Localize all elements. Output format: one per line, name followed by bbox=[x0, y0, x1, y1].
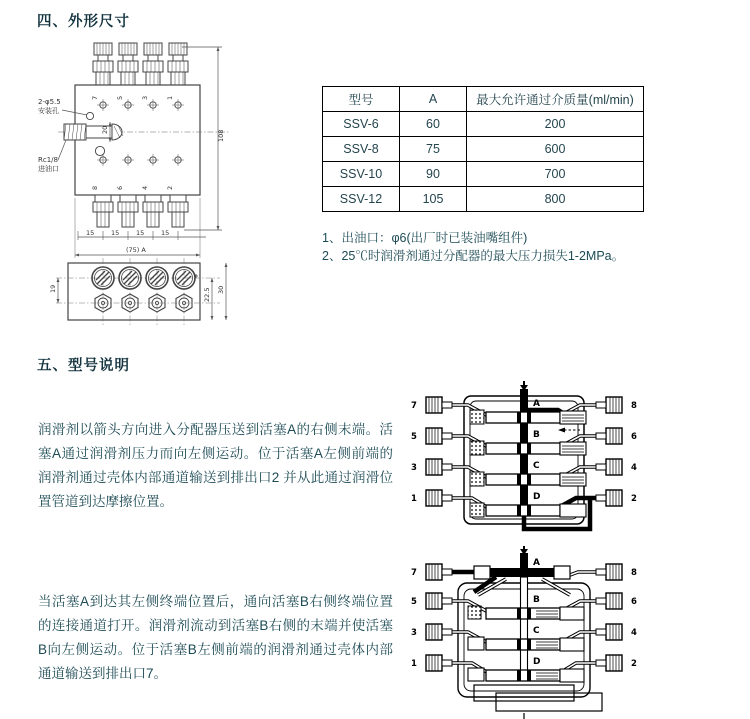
port-number: 8 bbox=[631, 401, 637, 411]
distributor-block-outline bbox=[75, 85, 200, 195]
table-row bbox=[323, 112, 644, 137]
col-header-model: 型号 bbox=[323, 87, 400, 112]
port-number: 4 bbox=[631, 628, 637, 638]
cell-model: SSV-8 bbox=[323, 137, 400, 162]
port-label: 2 bbox=[166, 185, 174, 190]
stage-letter: D bbox=[533, 657, 541, 667]
dim-15: 15 bbox=[161, 229, 170, 237]
dimension-drawing bbox=[34, 38, 246, 334]
stage-letter: C bbox=[533, 626, 540, 636]
stage-assembly bbox=[468, 668, 584, 682]
table-row bbox=[323, 187, 644, 212]
port-label: 1 bbox=[166, 95, 174, 100]
note-pressure-loss: 2、25℃时润滑剂通过分配器的最大压力损失1-2MPa。 bbox=[322, 249, 625, 263]
dim-15: 15 bbox=[136, 229, 145, 237]
port-number: 3 bbox=[411, 463, 417, 473]
cell-model: SSV-6 bbox=[323, 112, 400, 137]
table-row bbox=[323, 162, 644, 187]
port-number: 3 bbox=[411, 628, 417, 638]
port-label: 5 bbox=[116, 95, 124, 100]
col-header-a: A bbox=[400, 87, 467, 112]
stage-letter: B bbox=[533, 595, 540, 605]
stage-letter: A bbox=[533, 558, 540, 568]
port-number: 6 bbox=[631, 432, 637, 442]
port-number: 8 bbox=[631, 568, 637, 578]
stage-assembly bbox=[470, 503, 586, 517]
dim-108: 108 bbox=[217, 129, 225, 142]
dim-15: 15 bbox=[86, 229, 95, 237]
stage-assembly bbox=[470, 410, 586, 424]
port-number: 7 bbox=[411, 401, 417, 411]
cell-a: 75 bbox=[400, 137, 467, 162]
section5-heading: 五、型号说明 bbox=[37, 358, 130, 374]
dim-75A: (75) A bbox=[126, 246, 146, 254]
inlet-label: 进油口 bbox=[38, 165, 59, 173]
mounting-hole-dim-label: 2-φ5.5 bbox=[38, 98, 61, 106]
operation-paragraph-1: 润滑剂以箭头方向进入分配器压送到活塞A的右侧末端。活塞A通过润滑剂压力而向左侧运动。位于活塞A左侧前端的润滑剂通过壳体内部通道输送到排出口2 并从此通过润滑位置管道到达摩擦位置。 bbox=[38, 422, 393, 509]
cell-flow: 200 bbox=[467, 112, 644, 137]
cell-a: 105 bbox=[400, 187, 467, 212]
stage-letter: D bbox=[533, 492, 541, 502]
stage-assembly bbox=[470, 441, 586, 455]
port-number: 7 bbox=[411, 568, 417, 578]
stage-assembly bbox=[468, 606, 584, 620]
spec-table bbox=[322, 86, 644, 212]
port-label: 8 bbox=[91, 185, 99, 190]
port-number: 6 bbox=[631, 597, 637, 607]
notes bbox=[322, 229, 624, 265]
table-header-row bbox=[323, 87, 644, 112]
stage-letter: A bbox=[533, 399, 540, 409]
dim-15: 15 bbox=[111, 229, 120, 237]
port-number: 5 bbox=[411, 597, 417, 607]
distributor-schematic-2 bbox=[406, 545, 642, 719]
stage-letter: C bbox=[533, 461, 540, 471]
note-outlet: 1、出油口：φ6(出厂时已装油嘴组件) bbox=[322, 231, 528, 245]
inlet-thread-label: Rc1/8 bbox=[38, 156, 58, 164]
cell-model: SSV-12 bbox=[323, 187, 400, 212]
port-number: 5 bbox=[411, 432, 417, 442]
dim-22-5: 22.5 bbox=[203, 287, 211, 302]
cell-flow: 700 bbox=[467, 162, 644, 187]
operation-paragraph-2: 当活塞A到达其左侧终端位置后，通向活塞B右侧终端位置的连接通道打开。润滑剂流动到活塞B右侧的末端并使活塞B向左侧运动。位于活塞B左侧前端的润滑剂通过壳体内部通道输送到排出口7。 bbox=[38, 594, 393, 681]
distributor-schematic-1 bbox=[406, 380, 642, 540]
dim-19: 19 bbox=[49, 284, 57, 293]
cell-a: 90 bbox=[400, 162, 467, 187]
cell-a: 60 bbox=[400, 112, 467, 137]
port-label: 6 bbox=[116, 185, 124, 190]
cell-flow: 600 bbox=[467, 137, 644, 162]
mounting-hole-label: 安装孔 bbox=[38, 107, 59, 115]
section4-heading: 四、外形尺寸 bbox=[37, 14, 130, 30]
col-header-flow: 最大允许通过介质量(ml/min) bbox=[467, 87, 644, 112]
table-row bbox=[323, 137, 644, 162]
port-number: 4 bbox=[631, 463, 637, 473]
port-label: 7 bbox=[91, 95, 99, 100]
port-number: 1 bbox=[411, 494, 417, 504]
port-label: 4 bbox=[141, 185, 149, 190]
stage-letter: B bbox=[533, 430, 540, 440]
port-number: 2 bbox=[631, 659, 637, 669]
bottom-view-outline bbox=[68, 263, 200, 320]
dim-30: 30 bbox=[217, 285, 225, 294]
stage-assembly bbox=[468, 637, 584, 651]
cell-flow: 800 bbox=[467, 187, 644, 212]
stage-assembly bbox=[470, 472, 586, 486]
port-label: 3 bbox=[141, 95, 149, 100]
port-number: 2 bbox=[631, 494, 637, 504]
cell-model: SSV-10 bbox=[323, 162, 400, 187]
dim-20: 20 bbox=[101, 125, 109, 134]
port-number: 1 bbox=[411, 659, 417, 669]
